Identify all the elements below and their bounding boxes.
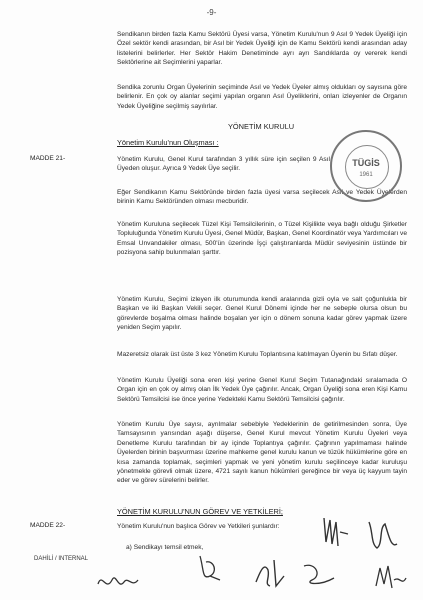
madde-21-paragraph-4: Yönetim Kurulu, Seçimi izleyen ilk oturumunda kendi aralarında gizli oyla ve salt çoğunlukla bir Başkan ve iki Başkan Vekili seçer. Genel Kurul Dönemi içinde her ne sebeple olursa olsun bu görevlerde boşalma olması halinde boşalan yer için o dönem sonuna kadar görev yapmak üzere yeniden Seçim yapılır.: [117, 296, 407, 332]
madde-22-label: MADDE 22-: [30, 522, 66, 529]
signature-bottom-5: [372, 560, 408, 594]
signature-bottom-4: [300, 556, 340, 590]
madde-21-paragraph-1: Yönetim Kurulu, Genel Kurul tarafından 3 yıllık süre için seçilen 9 Asıl Üyeden oluşur. Ayrıca 9 Yedek Üye seçilir.: [117, 156, 330, 173]
page-number: -9-: [206, 8, 217, 17]
intro-paragraph-1: Sendikanın birden fazla Kamu Sektörü Üyesi varsa, Yönetim Kurulu'nun 9 Asıl 9 Yedek Üyeliği için Özel sektör kendi arasından, bir Asıl bir Yedek Üyeliği için de Kamu Sektörü kendi arasından aday listelerini belirlerler. Her Sektör Hakim Denetiminde ayrı ayrı Sandıklarda oy vererek kendi Sektörlerine ait Seçimlerini yaparlar.: [117, 31, 407, 67]
madde-22-item-a: a) Sendikayı temsil etmek,: [126, 544, 204, 551]
footer-label: DAHİLİ / INTERNAL: [34, 556, 89, 562]
madde-21-paragraph-6: Yönetim Kurulu Üyeliği sona eren kişi yerine Genel Kurul Seçim Tutanağındaki sıralamada O Organ için en çok oy almış olan İlk Yedek Üye çağırılır. Ancak, Organ Üyeliği sona eren Kişi Kamu Sektörü Temsilcisi ise önce yerine Yedekteki Kamu Sektörü Temsilcisi çağırılır.: [117, 377, 407, 403]
subsection-title: Yönetim Kurulu'nun Oluşması :: [117, 138, 219, 147]
signature-bottom-2: [196, 550, 226, 585]
madde-21-paragraph-2: Eğer Sendikanın Kamu Sektöründe birden fazla üyesi varsa seçilecek Asıl ve Yedek Üyelerden birinin Kamu Sektöründen olması mecburidir.: [117, 189, 407, 206]
subsection-2-title: YÖNETİM KURULU'NUN GÖREV VE YETKİLERİ;: [117, 507, 283, 516]
madde-22-intro: Yönetim Kurulu'nun başlıca Görev ve Yetkileri şunlardır:: [117, 523, 280, 530]
section-title: YÖNETİM KURULU: [228, 122, 295, 131]
madde-21-paragraph-3: Yönetim Kuruluna seçilecek Tüzel Kişi Temsilcilerinin, o Tüzel Kişilikte veya bağlı olduğu Şirketler Topluluğunda Yönetim Kurulu Üyesi, Genel Müdür, Başkan, Genel Koordinatör veya Yardımcıları ve Emsal Unvandakiler olması, 500'ün üzerinde İşçi çalıştıranlarda Müdür seviyesinin üstünde bir pozisyona sahip bulunmaları şarttır.: [117, 221, 407, 257]
association-seal: [330, 130, 402, 202]
signature-bottom-1: [96, 566, 146, 596]
madde-21-paragraph-5: Mazeretsiz olarak üst üste 3 kez Yönetim Kurulu Toplantısına katılmayan Üyenin bu Sıfatı düşer.: [117, 351, 398, 358]
signature-right-1: [320, 512, 350, 552]
signature-bottom-3: [250, 552, 290, 592]
madde-21-paragraph-7: Yönetim Kurulu Üye sayısı, ayrılmalar sebebiyle Yedeklerinin de getirilmesinden sonra, Üye Tamsayısının yarısından aşağı düşerse, Genel Kurul mevcut Yönetim Kurulu Üyeleri veya Denetleme Kurulu tarafından bir ay içinde Toplantıya çağırılır. Çağrının yapılmaması halinde Üyelerden birinin başvurması üzerine mahkeme genel kurulu kanun ve tüzük hükümlerine göre en kısa zamanda toplamak, seçimleri yapmak ve yeni yönetim kurulu seçilinceye kadar kuruluşu yönetmekle görevli olmak üzere, 4721 sayılı kanun hükümleri gereğince bir veya üç kayyum tayin eder ve görev sürelerini belirler.: [117, 421, 407, 485]
signature-right-2: [363, 514, 403, 556]
seal-center-text: TÜGİS: [352, 158, 380, 168]
madde-21-label: MADDE 21-: [30, 155, 66, 162]
intro-paragraph-2: Sendika zorunlu Organ Üyelerinin seçiminde Asıl ve Yedek Üyeler almış oldukları oy sayısına göre belirlenir. En çok oy alanlar seçimi yapılan organın Asıl Üyeliklerini, onları izleyenler de Organın Yedek Üyeliğine seçilmiş sayılırlar.: [117, 84, 407, 110]
seal-year: 1961: [359, 172, 373, 178]
